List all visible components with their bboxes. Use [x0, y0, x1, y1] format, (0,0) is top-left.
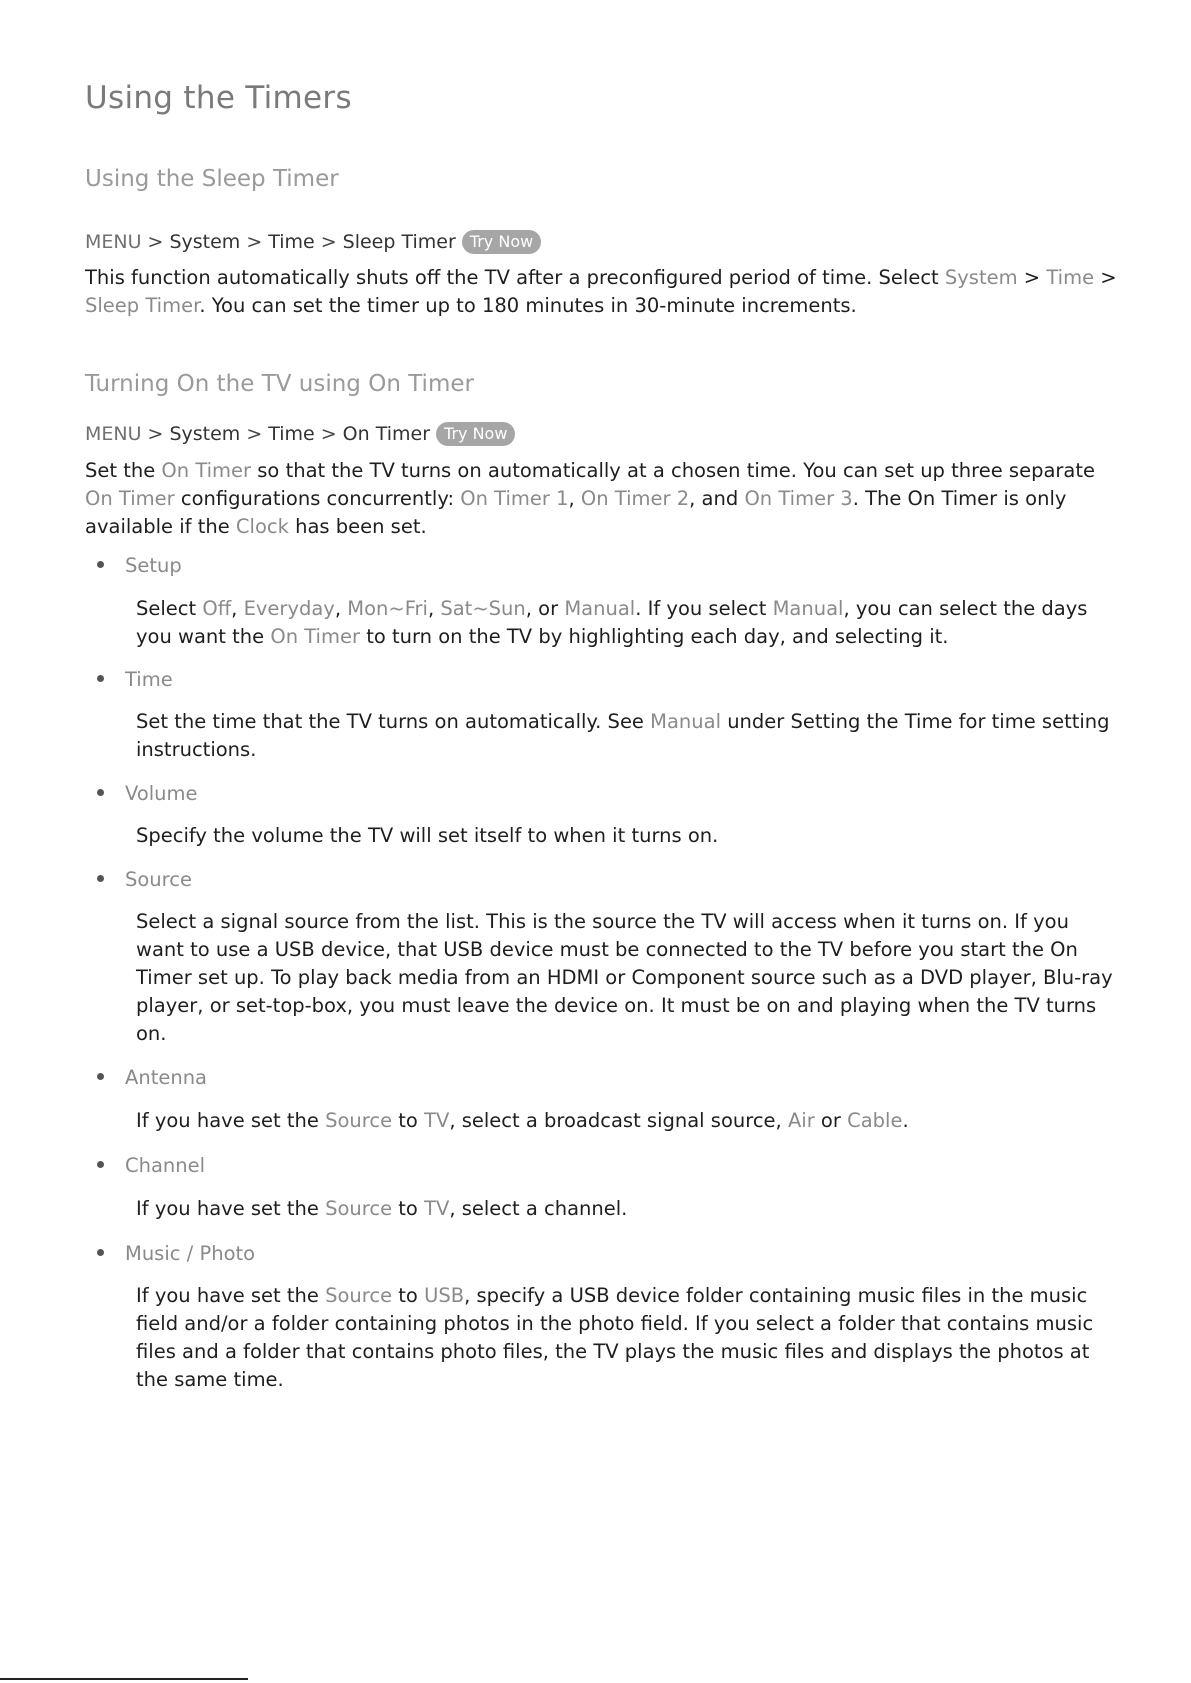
path-time: Time — [268, 231, 315, 253]
text-clock: Clock — [235, 515, 289, 538]
text: under Setting the Time for time setting instructions. — [136, 710, 1110, 761]
path-chevron-icon: > — [320, 423, 337, 445]
try-now-button[interactable]: Try Now — [462, 230, 541, 254]
bullet-dot-icon — [97, 675, 104, 682]
bullet-dot-icon — [97, 789, 104, 796]
text: Specify the volume the TV will set itself to when it turns on. — [136, 824, 719, 847]
path-chevron-icon: > — [246, 423, 263, 445]
path-chevron-icon: > — [320, 231, 337, 253]
text-manual: Manual — [772, 597, 844, 620]
text-air: Air — [787, 1109, 815, 1132]
path-menu: MENU — [85, 423, 142, 445]
text: to — [392, 1109, 425, 1132]
text: , select a channel. — [449, 1197, 628, 1220]
menu-path-on-timer — [85, 422, 515, 446]
text: , — [427, 597, 441, 620]
bullet-dot-icon — [97, 1073, 104, 1080]
text-system: System — [944, 266, 1018, 289]
text: , — [568, 487, 581, 510]
bullet-title-setup: Setup — [125, 554, 182, 577]
text: Set the — [85, 459, 162, 482]
text-on-timer: On Timer — [161, 459, 252, 482]
text: configurations concurrently: — [174, 487, 461, 510]
text-mon-fri: Mon~Fri — [347, 597, 428, 620]
text-source: Source — [325, 1197, 393, 1220]
text-everyday: Everyday — [243, 597, 335, 620]
path-menu: MENU — [85, 231, 142, 253]
path-time: Time — [268, 423, 315, 445]
bullet-dot-icon — [97, 875, 104, 882]
text-on-timer-2: On Timer 2 — [580, 487, 690, 510]
text: If you have set the — [136, 1109, 326, 1132]
bullet-title-music-photo: Music / Photo — [125, 1242, 256, 1265]
text: Select — [136, 597, 203, 620]
bullet-body-antenna — [136, 1107, 1121, 1135]
text-on-timer: On Timer — [85, 487, 175, 510]
footer-divider — [0, 1678, 248, 1680]
text-sep: > — [1094, 266, 1117, 289]
path-sleep-timer: Sleep Timer — [342, 231, 456, 253]
text: Set the time that the TV turns on automatically. See — [136, 710, 651, 733]
bullet-body-channel — [136, 1195, 1121, 1223]
text: Select a signal source from the list. This is the source the TV will access when it turns on. If you want to use a USB device, that USB device must be connected to the TV before you start the On Timer set up. To play back media from an HDMI or Component source such as a DVD player, Blu-ray player, or set-top-box, you must leave the device on. It must be on and playing when the TV turns on. — [136, 910, 1113, 1045]
text: , you can select the days you want the — [136, 597, 1088, 648]
text: . You can set the timer up to 180 minutes in 30-minute increments. — [199, 294, 857, 317]
bullet-body-setup — [136, 595, 1121, 651]
text-manual: Manual — [564, 597, 636, 620]
text: or — [814, 1109, 848, 1132]
text: , — [231, 597, 244, 620]
on-timer-description — [85, 457, 1125, 541]
bullet-source — [97, 867, 192, 893]
bullet-title-antenna: Antenna — [125, 1066, 208, 1089]
sleep-timer-description — [85, 264, 1125, 320]
text-tv: TV — [424, 1197, 450, 1220]
bullet-body-music-photo — [136, 1282, 1121, 1394]
menu-path-sleep-timer — [85, 230, 541, 254]
bullet-dot-icon — [97, 1249, 104, 1256]
path-chevron-icon: > — [147, 231, 164, 253]
bullet-dot-icon — [97, 561, 104, 568]
bullet-title-source: Source — [125, 868, 192, 891]
text-source: Source — [325, 1109, 393, 1132]
text: to — [392, 1197, 425, 1220]
text-cable: Cable — [847, 1109, 903, 1132]
bullet-volume — [97, 781, 198, 807]
bullet-setup — [97, 553, 182, 579]
text: to — [392, 1284, 425, 1307]
text: . If you select — [635, 597, 773, 620]
text-manual: Manual — [650, 710, 721, 733]
bullet-time — [97, 667, 173, 693]
path-chevron-icon: > — [246, 231, 263, 253]
path-system: System — [169, 423, 241, 445]
bullet-title-channel: Channel — [125, 1154, 206, 1177]
text: If you have set the — [136, 1197, 326, 1220]
path-chevron-icon: > — [147, 423, 164, 445]
text: , select a broadcast signal source, — [449, 1109, 788, 1132]
text-sleep-timer: Sleep Timer — [85, 294, 200, 317]
bullet-body-volume — [136, 822, 1121, 850]
text: . — [902, 1109, 909, 1132]
text-off: Off — [202, 597, 232, 620]
path-on-timer: On Timer — [342, 423, 431, 445]
text-tv: TV — [424, 1109, 450, 1132]
text-sep: > — [1017, 266, 1047, 289]
text: , or — [525, 597, 565, 620]
path-system: System — [169, 231, 241, 253]
bullet-body-time — [136, 708, 1121, 764]
section-heading-on-timer: Turning On the TV using On Timer — [85, 371, 474, 397]
text: to turn on the TV by highlighting each day, and selecting it. — [360, 625, 949, 648]
text-on-timer-1: On Timer 1 — [460, 487, 569, 510]
text: , specify a USB device folder containing music files in the music field and/or a folder containing photos in the photo field. If you select a folder that contains music files and a folder that contains photo files, the TV plays the music files and displays the photos at the same time. — [136, 1284, 1094, 1391]
bullet-music-photo — [97, 1241, 255, 1267]
text: has been set. — [288, 515, 427, 538]
text-on-timer-3: On Timer 3 — [744, 487, 853, 510]
text: If you have set the — [136, 1284, 326, 1307]
try-now-button[interactable]: Try Now — [436, 422, 515, 446]
section-heading-sleep-timer: Using the Sleep Timer — [85, 166, 339, 192]
text: . The On Timer is only available if the — [85, 487, 1067, 538]
text: This function automatically shuts off the TV after a preconfigured period of time. Select — [85, 266, 945, 289]
text-time: Time — [1046, 266, 1095, 289]
bullet-body-source — [136, 908, 1121, 1048]
text-sat-sun: Sat~Sun — [440, 597, 526, 620]
text: so that the TV turns on automatically at a chosen time. You can set up three separate — [251, 459, 1096, 482]
text-usb: USB — [424, 1284, 465, 1307]
bullet-channel — [97, 1153, 205, 1179]
bullet-title-volume: Volume — [125, 782, 198, 805]
text: , and — [689, 487, 745, 510]
text: , — [334, 597, 348, 620]
bullet-dot-icon — [97, 1161, 104, 1168]
bullet-title-time: Time — [125, 668, 173, 691]
text-on-timer: On Timer — [270, 625, 360, 648]
page-title: Using the Timers — [85, 80, 352, 116]
bullet-antenna — [97, 1065, 207, 1091]
text-source: Source — [325, 1284, 393, 1307]
